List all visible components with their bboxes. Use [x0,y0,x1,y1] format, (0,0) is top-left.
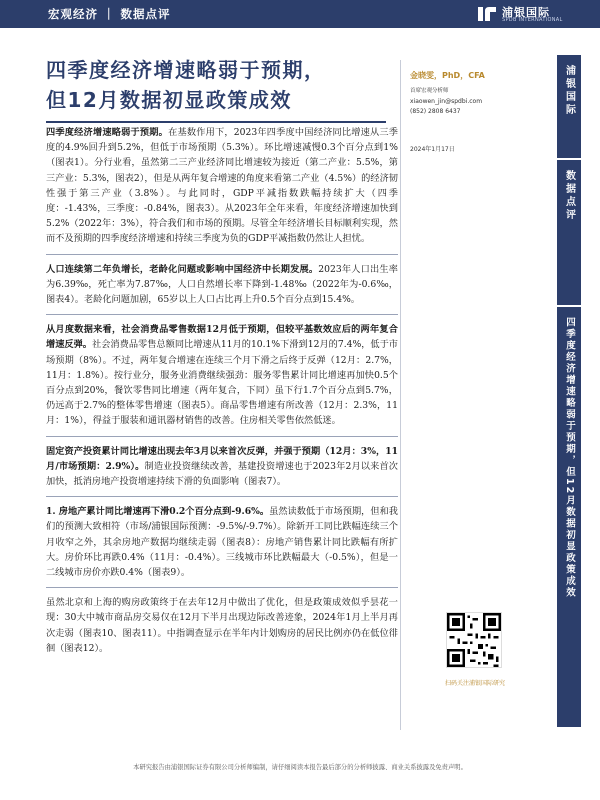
author-phone: (852) 2808 6437 [410,108,461,115]
company-logo[interactable] [476,3,570,25]
report-date: 2024年1月17日 [410,146,455,153]
side-tab-brand[interactable] [557,55,581,158]
paragraph-retail [46,322,398,428]
paragraph-property-text: 虽然读数低于市场预期，但和我们的预测大致相符（市场/浦银国际预测：-9.5%/-9.7%）。除新开工同比跌幅连续三个月收窄之外，其余房地产数据均继续走弱（图表8）：房地产销售累计同比跌幅有所扩大。房价环比再跌0.4%（11月：-0.4%）。三线城市环比跌幅最大（-0.5%），但是一二线城市房价亦跌0.4%（图表9）。 [46,506,398,579]
section-divider [46,254,398,255]
paragraph-population-text: 2023年人口出生率为6.39‰，死亡率为7.87‰，人口自然增长率下降到-1.48‰（2022年为-0.6‰，图表4）。老龄化问题加剧，65岁以上人口占比再上升0.5个百分点到15.4%。 [46,263,398,306]
paragraph-property-lead: 1. 房地产累计同比增速再下滑0.2个百分点到-9.6%。 [46,506,270,518]
qr-caption: 扫码关注浦银国际研究 [444,680,505,687]
section-divider [46,436,398,437]
author-role: 首席宏观分析师 [410,88,449,94]
section-divider [46,587,398,588]
author-email[interactable]: xiaowen_jin@spdbi.com [410,98,483,105]
title-line-1: 四季度经济增速略弱于预期， [46,58,326,82]
paragraph-fai [46,444,398,490]
paragraph-population [46,262,398,308]
title-line-2: 但12月数据初显政策成效 [46,88,292,112]
header-bar [0,0,600,28]
side-tab-brand-label: 浦银国际 [563,65,575,117]
report-body [46,125,398,663]
paragraph-gdp-text: 在基数作用下，2023年四季度中国经济同比增速从三季度的4.9%回升到5.2%，但低于市场预期（5.3%）。环比增速减慢0.3个百分点到1%（图表1）。分行业看，虽然第二三产业经济同比增速较为接近（第二产业：5.5%，第三产业：5.3%，图表2），但是从两年复合增速的角度来看第二产业（4.5%）的经济韧性强于第三产业（3.8%）。与此同时，GDP平减指数跌幅持续扩大（四季度：-1.43%，三季度：-0.84%，图表3）。从2023年全年来看，年度经济增速加快到5.2%（2022年：3%），符合我们和市场的预期。尽管全年经济增长目标顺利实现，然而不及预期的四季度经济增速和持续三季度为负的GDP平减指数仍然让人担忧。 [46,127,398,245]
paragraph-gdp [46,125,398,247]
logo-name-en: SPDB INTERNATIONAL [502,17,563,23]
column-divider [400,60,401,730]
paragraph-retail-lead: 从月度数据来看，社会消费品零售数据12月低于预期，但较平基数效应后的两年复合增速反弹。 [46,324,398,351]
logo-name-cn: 浦银国际 [502,6,550,19]
paragraph-retail-text: 社会消费品零售总额同比增速从11月的10.1%下滑到12月的7.4%，低于市场预期（8%）。不过，两年复合增速在连续三个月下滑之后终于反弹（12月：2.7%，11月：1.8%）。按行业分，服务业消费继续强劲：服务零售累计同比增速再加快0.5个百分点到20%，餐饮零售同比增速（两年复合，下同）虽下行1.7个百分点到5.7%，仍远高于2.7%的整体零售增速（图表5）。商品零售增速有所改善（12月：2.3%，11月：1%），得益于服装和通讯器材销售的改善。住房相关零售依然低迷。 [46,339,398,427]
section-divider [46,496,398,497]
author-block [410,70,550,115]
side-tab-category[interactable] [557,160,581,305]
logo-mark-icon [476,3,498,25]
qr-code-icon[interactable] [446,612,502,668]
paragraph-fai-lead: 固定资产投资累计同比增速出现去年3月以来首次反弹，并强于预期（12月：3%，11月/市场预期：2.9%）。 [46,445,398,472]
breadcrumb: 宏观经济 ｜ 数据点评 [48,7,171,21]
paragraph-policy: 虽然北京和上海的购房政策终于在去年12月中做出了优化，但是政策成效似乎昙花一现：30大中城市商品房交易仅在12月下半月出现边际改善迹象，2024年1月上半月再次走弱（图表10、图表11）。中指调查显示在半年内计划购房的居民比例亦仍在低位徘徊（图表12）。 [46,597,398,654]
side-tab-report-title[interactable] [557,307,581,727]
side-tab-report-title-label: 四季度经济增速略弱于预期，但12月数据初显政策成效 [564,317,575,599]
paragraph-population-lead: 人口连续第二年负增长，老龄化问题或影响中国经济中长期发展。 [46,263,319,275]
title-divider [46,121,386,123]
author-name: 金晓雯，PhD，CFA [410,71,485,80]
paragraph-fai-text: 制造业投资继续改善，基建投资增速也于2023年2月以来首次加快，抵消房地产投资增速持续下滑的负面影响（图表7）。 [46,460,398,488]
paragraph-property [46,504,398,580]
paragraph-gdp-lead: 四季度经济增速略弱于预期。 [46,127,169,138]
page-title [46,55,386,115]
side-tab-category-label: 数据点评 [563,170,575,222]
disclaimer-footer: 本研究报告由浦银国际证券有限公司分析师编制，请仔细阅读本报告最后部分的分析师披露、商业关系披露及免责声明。 [133,764,467,771]
section-divider [46,314,398,315]
